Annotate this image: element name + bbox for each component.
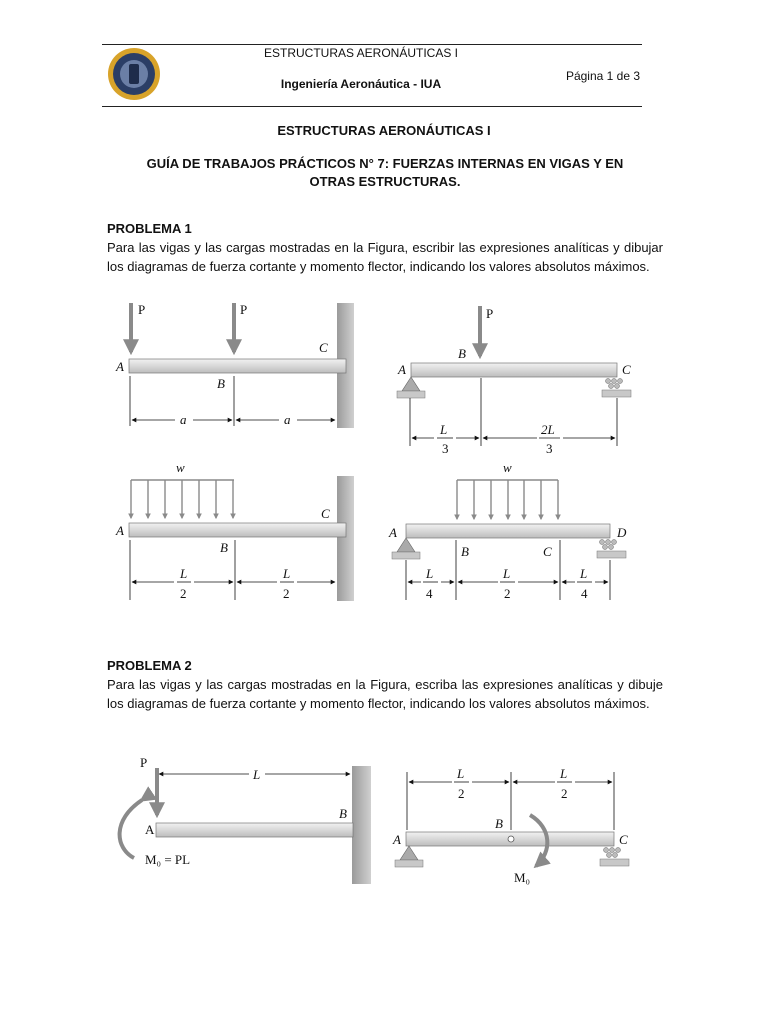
dim-den-2: 3 (546, 441, 553, 456)
point-label-b: B (495, 816, 503, 831)
load-label: w (176, 460, 185, 475)
dim-num-1: L (180, 566, 188, 581)
point-label-c: C (319, 340, 328, 355)
problem-2-statement: Para las vigas y las cargas mostradas en la Figura, escriba las expresiones analíticas y dibuje los diagramas de fuerza cortante y momento flector, indicando los valores absolutos máximos. (107, 677, 663, 711)
dim-label: L (253, 767, 261, 782)
load-label: P (486, 306, 494, 321)
figure-cantilever-end-moment (120, 755, 371, 884)
point-label-b: B (220, 540, 228, 555)
guide-title-line2: OTRAS ESTRUCTURAS. (309, 174, 461, 189)
beam (411, 363, 617, 377)
dim-label-a2: a (284, 412, 291, 427)
dim-num-2: L (503, 566, 511, 581)
figure-simply-supported-distributed-load (388, 460, 627, 602)
dim-den-1: 4 (426, 586, 433, 601)
load-label-2: P (240, 302, 248, 317)
dim-den-1: 2 (458, 786, 465, 801)
point-label-a: A (116, 359, 124, 374)
dim-num-1: L (426, 566, 434, 581)
problem-1-statement: Para las vigas y las cargas mostradas en la Figura, escribir las expresiones analíticas y dibujar los diagramas de fuerza cortante y momento flector, indicando los valores absolutos máximos. (107, 240, 663, 274)
header-course: ESTRUCTURAS AERONÁUTICAS I (263, 46, 459, 60)
guide-title-line1: GUÍA DE TRABAJOS PRÁCTICOS N° 7: FUERZAS INTERNAS EN VIGAS Y EN (146, 156, 624, 171)
header-page-number: Página 1 de 3 (565, 69, 640, 83)
dim-den-1: 2 (180, 586, 187, 601)
load-label: P (140, 755, 148, 770)
point-label-a: A (398, 362, 406, 377)
problem-2-title: PROBLEMA 2 (107, 658, 192, 673)
figure-cantilever-distributed-load (115, 460, 354, 602)
moment-arrow (120, 800, 142, 858)
load-label: w (503, 460, 512, 475)
point-label-a: A (116, 523, 124, 538)
dim-num-1: L (440, 422, 448, 437)
dim-label-a1: a (180, 412, 187, 427)
dim-num-2: L (560, 766, 568, 781)
figure-cantilever-point-loads (115, 302, 354, 428)
moment-label: M₀ = PL (145, 852, 191, 867)
point-label-a: A (389, 525, 397, 540)
dim-den-2: 2 (561, 786, 568, 801)
beam (129, 359, 346, 373)
header-institution: Ingeniería Aeronáutica - IUA (280, 77, 442, 91)
point-label-b: B (339, 806, 347, 821)
moment-label: M₀ (514, 870, 531, 885)
point-label-c: C (622, 362, 631, 377)
point-label-b: B (458, 346, 466, 361)
point-label-a: A (145, 822, 155, 837)
problem-1-title: PROBLEMA 1 (107, 221, 192, 236)
point-label-a: A (393, 832, 401, 847)
point-label-c: C (619, 832, 628, 847)
pin-support (402, 377, 420, 391)
dim-num-3: L (580, 566, 588, 581)
point-label-b: B (217, 376, 225, 391)
roller-support (606, 379, 611, 384)
dim-den-2: 2 (283, 586, 290, 601)
dim-den-1: 3 (442, 441, 449, 456)
point-label-b: B (461, 544, 469, 559)
figure-simply-supported-moment (392, 765, 629, 885)
dim-den-3: 4 (581, 586, 588, 601)
document-title: ESTRUCTURAS AERONÁUTICAS I (277, 123, 491, 138)
figure-simply-supported-point-load (397, 306, 631, 457)
point-label-c: C (321, 506, 330, 521)
dim-num-1: L (457, 766, 465, 781)
dim-den-2: 2 (504, 586, 511, 601)
load-label-1: P (138, 302, 146, 317)
dim-num-2: 2L (541, 422, 555, 437)
point-label-d: D (617, 525, 627, 540)
point-label-c: C (543, 544, 552, 559)
dim-num-2: L (283, 566, 291, 581)
